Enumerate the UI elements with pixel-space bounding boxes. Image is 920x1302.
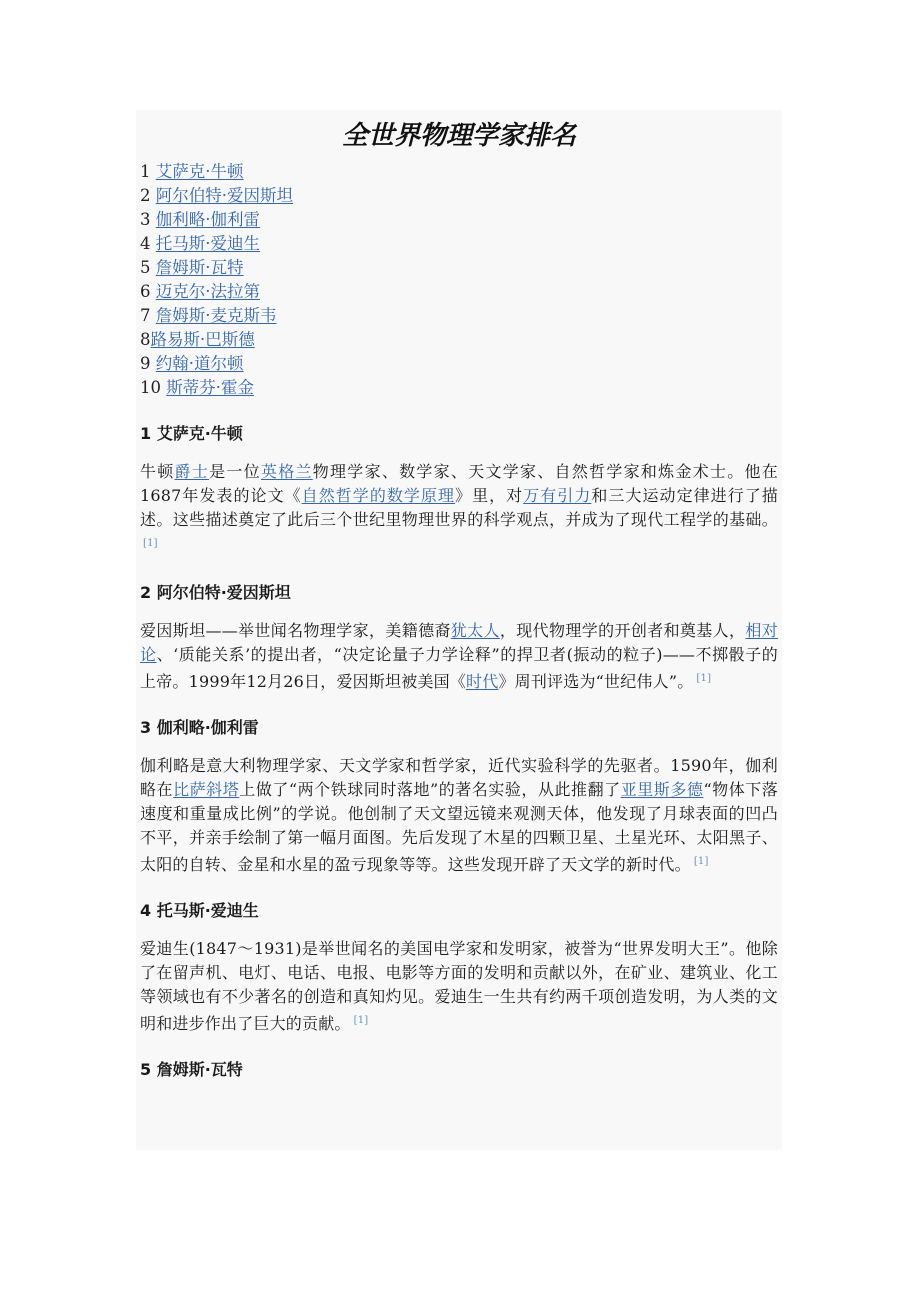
- link-relativity[interactable]: 相对论: [140, 621, 778, 664]
- toc-link-hawking[interactable]: 斯蒂芬·霍金: [166, 378, 254, 397]
- section-heading: 5 詹姆斯·瓦特: [140, 1060, 243, 1079]
- toc-link-galileo[interactable]: 伽利略·伽利雷: [155, 210, 260, 229]
- toc-item: 9 约翰·道尔顿: [140, 354, 244, 373]
- toc-link-edison[interactable]: 托马斯·爱迪生: [155, 234, 260, 253]
- toc-item: 4 托马斯·爱迪生: [140, 234, 260, 253]
- section-heading: 1 艾萨克·牛顿: [140, 424, 243, 443]
- link-aristotle[interactable]: 亚里斯多德: [620, 780, 704, 799]
- reference-link[interactable]: [1]: [143, 538, 158, 549]
- toc-item: 2 阿尔伯特·爱因斯坦: [140, 186, 293, 205]
- section-paragraph: 伽利略是意大利物理学家、天文学家和哲学家，近代实验科学的先驱者。1590年，伽利略在比萨斜塔上做了“两个铁球同时落地”的著名实验，从此推翻了亚里斯多德“物体下落速度和重量成比例”的学说。他创制了天文望远镜来观测天体，他发现了月球表面的凹凸不平，并亲手绘制了第一幅月面图。先后发现了木星的四颗卫星、土星光环、太阳黑子、太阳的自转、金星和水星的盈亏现象等等。这些发现开辟了天文学的新时代。 [1]: [140, 756, 778, 874]
- toc-item: 8路易斯·巴斯德: [140, 330, 255, 349]
- toc-item: 5 詹姆斯·瓦特: [140, 258, 244, 277]
- document-page: [136, 110, 782, 1150]
- toc-item: 3 伽利略·伽利雷: [140, 210, 260, 229]
- toc-item: 7 詹姆斯·麦克斯韦: [140, 306, 277, 325]
- table-of-contents: [140, 160, 778, 400]
- toc-link-pasteur[interactable]: 路易斯·巴斯德: [150, 330, 255, 349]
- toc-item: 10 斯蒂芬·霍金: [140, 378, 254, 397]
- section-heading: 4 托马斯·爱迪生: [140, 901, 259, 920]
- toc-link-maxwell[interactable]: 詹姆斯·麦克斯韦: [155, 306, 277, 325]
- reference-link[interactable]: [1]: [693, 856, 709, 867]
- toc-link-faraday[interactable]: 迈克尔·法拉第: [155, 282, 260, 301]
- toc-link-newton[interactable]: 艾萨克·牛顿: [155, 162, 244, 181]
- section-paragraph: 牛顿爵士是一位英格兰物理学家、数学家、天文学家、自然哲学家和炼金术士。他在1687年发表的论文《自然哲学的数学原理》里，对万有引力和三大运动定律进行了描述。这些描述奠定了此后三个世纪里物理世界的科学观点，并成为了现代工程学的基础。[1]: [140, 462, 779, 549]
- reference-link[interactable]: [1]: [696, 673, 712, 684]
- link-time-magazine[interactable]: 时代: [466, 672, 499, 691]
- link-england[interactable]: 英格兰: [260, 462, 313, 481]
- section-heading: 3 伽利略·伽利雷: [140, 718, 259, 737]
- toc-link-watt[interactable]: 詹姆斯·瓦特: [155, 258, 244, 277]
- page-title: 全世界物理学家排名: [341, 121, 576, 151]
- link-gravitation[interactable]: 万有引力: [523, 486, 592, 505]
- toc-link-einstein[interactable]: 阿尔伯特·爱因斯坦: [155, 186, 293, 205]
- toc-link-dalton[interactable]: 约翰·道尔顿: [155, 354, 244, 373]
- reference-link[interactable]: [1]: [353, 1015, 369, 1026]
- section-heading: 2 阿尔伯特·爱因斯坦: [140, 583, 291, 602]
- toc-item: 1 艾萨克·牛顿: [140, 162, 244, 181]
- link-principia[interactable]: 自然哲学的数学原理: [301, 486, 456, 505]
- link-jewish[interactable]: 犹太人: [450, 621, 500, 640]
- section-paragraph: 爱迪生(1847～1931)是举世闻名的美国电学家和发明家，被誉为“世界发明大王”。他除了在留声机、电灯、电话、电报、电影等方面的发明和贡献以外，在矿业、建筑业、化工等领域也有不少著名的创造和真知灼见。爱迪生一生共有约两千项创造发明，为人类的文明和进步作出了巨大的贡献。 [1]: [140, 939, 778, 1033]
- section-paragraph: 爱因斯坦——举世闻名物理学家，美籍德裔犹太人，现代物理学的开创者和奠基人，相对论、‘质能关系’的提出者，“决定论量子力学诠释”的捍卫者(振动的粒子)——不掷骰子的上帝。1999年12月26日，爱因斯坦被美国《时代》周刊评选为“世纪伟人”。 [1]: [140, 621, 778, 691]
- link-pisa-tower[interactable]: 比萨斜塔: [173, 780, 240, 799]
- toc-item: 6 迈克尔·法拉第: [140, 282, 260, 301]
- link-jueshi[interactable]: 爵士: [174, 462, 210, 481]
